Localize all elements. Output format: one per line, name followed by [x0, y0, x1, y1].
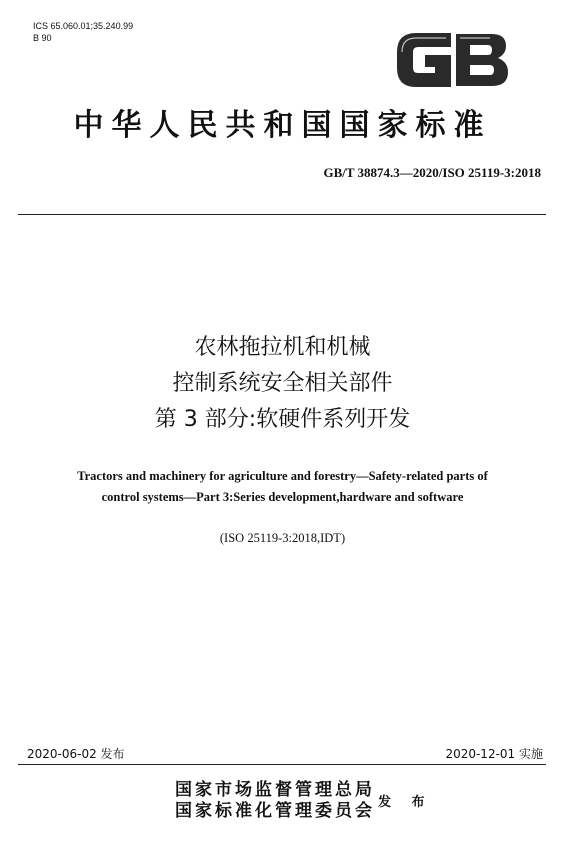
iso-equivalence: (ISO 25119-3:2018,IDT)	[219, 531, 346, 545]
national-standard-title: 中华人民共和国国家标准	[73, 108, 492, 143]
en-title-line-2: control systems—Part 3:Series development,hardware and software	[101, 490, 464, 504]
cn-title-line-2: 控制系统安全相关部件	[172, 371, 393, 396]
issuer-sac: 国家标准化管理委员会	[175, 801, 375, 821]
implementation-date: 2020-12-01 实施	[445, 747, 543, 761]
header-divider	[18, 214, 546, 215]
en-title-line-1: Tractors and machinery for agriculture and forestry—Safety-related parts of	[77, 469, 488, 483]
footer-divider	[18, 764, 546, 765]
issue-date: 2020-06-02 发布	[27, 747, 125, 761]
ccs-code: B 90	[33, 33, 52, 43]
english-title-block	[30, 466, 535, 508]
cn-title-line-3: 第 3 部分:软硬件系列开发	[154, 407, 411, 432]
issuing-authorities	[175, 780, 375, 822]
ics-code-block	[33, 20, 133, 44]
ics-code: ICS 65.060.01;35.240.99	[33, 21, 134, 31]
standard-number: GB/T 38874.3—2020/ISO 25119-3:2018	[323, 165, 541, 180]
gb-logo	[392, 26, 514, 92]
chinese-title-block	[0, 330, 565, 438]
publish-label: 发 布	[378, 795, 433, 810]
cn-title-line-1: 农林拖拉机和机械	[194, 335, 371, 360]
gb-logo-icon	[392, 26, 514, 92]
issuer-samr: 国家市场监督管理总局	[175, 780, 375, 800]
